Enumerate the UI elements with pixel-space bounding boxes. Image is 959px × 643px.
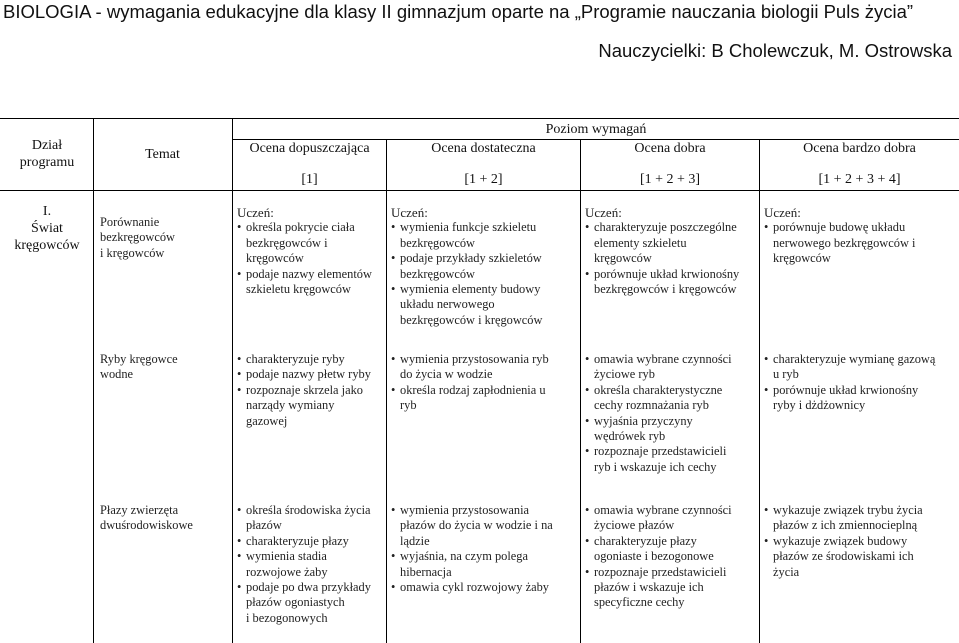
- requirement-line: • omawia cykl rozwojowy żaby: [400, 580, 549, 595]
- requirement-line: lądzie: [400, 533, 430, 548]
- requirement-cell: [764, 205, 956, 267]
- requirement-item: [585, 503, 757, 534]
- requirement-line: życiowe płazów: [594, 518, 675, 533]
- requirement-item: [391, 383, 579, 414]
- requirement-cell: [391, 205, 579, 328]
- requirement-line: bezkręgowców i kręgowców: [594, 282, 737, 297]
- requirement-item: [237, 580, 385, 626]
- requirement-line: • omawia wybrane czynności: [594, 352, 732, 366]
- requirement-list: [764, 503, 956, 580]
- requirement-item: [237, 549, 385, 580]
- requirement-line: • omawia wybrane czynności: [594, 503, 732, 517]
- cell-intro: Uczeń:: [391, 205, 428, 220]
- requirement-line: • określa rodzaj zapłodnienia u: [400, 382, 546, 397]
- requirement-line: • określa charakterystyczne: [594, 382, 723, 397]
- requirement-item: [585, 383, 757, 414]
- requirement-cell: [585, 205, 757, 297]
- requirement-list: [391, 352, 579, 414]
- topic-line: bezkręgowców: [100, 230, 175, 245]
- requirement-line: kręgowców: [594, 251, 652, 266]
- requirement-item: [585, 444, 757, 475]
- requirement-item: [237, 503, 385, 534]
- col-divider-3: [386, 139, 387, 643]
- col-divider-1: [93, 118, 94, 643]
- section-label: I. Świat kręgowców: [14, 204, 80, 253]
- requirement-line: • charakteryzuje wymianę gazową: [773, 352, 936, 366]
- requirement-line: hibernacja: [400, 564, 452, 579]
- requirement-item: [585, 220, 757, 266]
- header-code-1: [1]: [301, 172, 318, 187]
- requirement-item: [764, 220, 956, 266]
- requirement-cell: [391, 503, 579, 595]
- requirement-line: wędrówek ryb: [594, 429, 666, 444]
- requirement-line: • wymienia przystosowania ryb: [400, 352, 549, 366]
- header-grade-3: Ocena dobra: [634, 141, 706, 156]
- requirement-line: • charakteryzuje płazy: [594, 533, 697, 548]
- requirement-list: [585, 352, 757, 475]
- requirement-line: płazów: [246, 518, 282, 533]
- requirement-cell: [585, 352, 757, 475]
- requirement-line: specyficzne cechy: [594, 595, 685, 610]
- requirement-list: [391, 220, 579, 328]
- requirement-line: do życia w wodzie: [400, 367, 493, 382]
- requirement-line: • wymienia stadia: [246, 549, 327, 564]
- requirement-line: • określa pokrycie ciała: [246, 220, 355, 235]
- requirement-line: układu nerwowego: [400, 297, 495, 312]
- requirement-item: [391, 580, 579, 595]
- requirement-line: • porównuje budowę układu: [773, 220, 906, 235]
- requirement-list: [237, 220, 385, 297]
- requirement-line: • charakteryzuje płazy: [246, 533, 349, 548]
- requirement-item: [391, 251, 579, 282]
- requirement-line: płazów do życia w wodzie i na: [400, 518, 553, 533]
- requirement-line: • określa środowiska życia: [246, 503, 371, 517]
- requirement-item: [391, 503, 579, 549]
- requirement-list: [391, 503, 579, 595]
- requirement-cell: [764, 352, 956, 414]
- teachers-line: Nauczycielki: B Cholewczuk, M. Ostrowska: [598, 40, 952, 61]
- requirement-list: [585, 503, 757, 611]
- requirement-cell: [585, 503, 757, 611]
- requirement-cell: [764, 503, 956, 580]
- header-poziom: Poziom wymagań: [545, 122, 647, 137]
- table-top-border: [0, 118, 959, 119]
- requirement-line: ryb: [400, 398, 417, 413]
- header-grade-2: Ocena dostateczna: [431, 141, 536, 156]
- requirement-line: płazów ogoniastych: [246, 595, 345, 610]
- requirement-line: narządy wymiany: [246, 398, 335, 413]
- requirement-line: • wymienia przystosowania: [400, 503, 530, 517]
- requirement-line: • podaje nazwy elementów: [246, 266, 372, 281]
- requirement-line: • podaje przykłady szkieletów: [400, 251, 542, 266]
- requirement-line: ogoniaste i bezogonowe: [594, 549, 714, 564]
- requirement-line: gazowej: [246, 413, 288, 428]
- header-code-4: [1 + 2 + 3 + 4]: [818, 172, 901, 187]
- requirement-list: [237, 503, 385, 626]
- requirement-line: • porównuje układ krwionośny: [773, 382, 919, 397]
- requirement-item: [237, 352, 385, 367]
- topic-cell: [100, 503, 226, 534]
- requirement-line: bezkręgowców: [400, 266, 475, 281]
- requirement-line: ryb i wskazuje ich cechy: [594, 459, 717, 474]
- requirement-line: życiowe ryb: [594, 367, 655, 382]
- col-divider-2: [232, 118, 233, 643]
- requirement-line: • wymienia elementy budowy: [400, 282, 541, 297]
- header-bottom-border: [0, 190, 959, 191]
- requirement-line: • rozpoznaje przedstawicieli: [594, 444, 727, 459]
- requirement-line: • podaje po dwa przykłady: [246, 580, 371, 595]
- requirement-cell: [237, 205, 385, 297]
- requirement-item: [391, 282, 579, 328]
- col-divider-5: [759, 139, 760, 643]
- requirement-line: u ryb: [773, 367, 799, 382]
- topic-line: wodne: [100, 367, 134, 382]
- requirement-line: • wykazuje związek budowy: [773, 533, 908, 548]
- requirement-item: [237, 383, 385, 429]
- requirement-cell: [237, 352, 385, 429]
- requirement-line: życia: [773, 564, 800, 579]
- requirement-item: [237, 220, 385, 266]
- requirement-line: • podaje nazwy płetw ryby: [246, 367, 371, 382]
- requirement-item: [391, 549, 579, 580]
- header-code-3: [1 + 2 + 3]: [639, 172, 701, 187]
- requirement-line: kręgowców: [773, 251, 831, 266]
- topic-line: i kręgowców: [100, 245, 165, 260]
- topic-cell: [100, 352, 226, 383]
- requirement-line: bezkręgowców i: [246, 235, 328, 250]
- requirement-line: • wymienia funkcje szkieletu: [400, 220, 537, 235]
- requirement-line: • wyjaśnia, na czym polega: [400, 549, 528, 564]
- topic-line: Płazy zwierzęta: [100, 503, 179, 517]
- requirement-item: [764, 503, 956, 534]
- cell-intro: Uczeń:: [585, 205, 622, 220]
- header-code-2: [1 + 2]: [464, 172, 503, 187]
- requirement-line: ryby i dżdżownicy: [773, 398, 866, 413]
- requirement-line: • wyjaśnia przyczyny: [594, 413, 693, 428]
- cell-intro: Uczeń:: [764, 205, 801, 220]
- header-grade-4: Ocena bardzo dobra: [803, 141, 916, 156]
- requirement-list: [764, 220, 956, 266]
- requirement-item: [585, 352, 757, 383]
- header-dzial: Dział programu: [19, 138, 75, 170]
- col-divider-4: [580, 139, 581, 643]
- topic-line: Ryby kręgowce: [100, 352, 178, 366]
- requirement-item: [764, 383, 956, 414]
- document-title: BIOLOGIA - wymagania edukacyjne dla klasy II gimnazjum oparte na „Programie nauczania biologii Puls życia”: [3, 1, 914, 22]
- requirement-line: płazów z ich zmiennocieplną: [773, 518, 918, 533]
- requirement-line: cechy rozmnażania ryb: [594, 398, 709, 413]
- requirement-item: [391, 352, 579, 383]
- cell-intro: Uczeń:: [237, 205, 274, 220]
- requirement-item: [585, 267, 757, 298]
- requirement-list: [237, 352, 385, 429]
- requirement-line: płazów i wskazuje ich: [594, 580, 704, 595]
- requirement-item: [237, 534, 385, 549]
- requirement-line: rozwojowe żaby: [246, 564, 328, 579]
- requirement-item: [237, 367, 385, 382]
- requirement-line: • charakteryzuje ryby: [246, 352, 345, 366]
- requirement-list: [764, 352, 956, 414]
- topic-line: dwuśrodowiskowe: [100, 518, 193, 533]
- requirement-line: • wykazuje związek trybu życia: [773, 503, 923, 517]
- requirement-line: i bezogonowych: [246, 610, 328, 625]
- requirement-line: • charakteryzuje poszczególne: [594, 220, 737, 235]
- requirement-line: płazów ze środowiskami ich: [773, 549, 914, 564]
- requirement-cell: [391, 352, 579, 414]
- topic-line: Porównanie: [100, 215, 160, 229]
- header-grade-1: Ocena dopuszczająca: [249, 141, 370, 156]
- requirement-line: nerwowego bezkręgowców i: [773, 235, 916, 250]
- header-temat: Temat: [145, 147, 180, 162]
- requirement-item: [237, 267, 385, 298]
- requirement-line: elementy szkieletu: [594, 235, 687, 250]
- requirement-line: • porównuje układ krwionośny: [594, 266, 740, 281]
- requirement-item: [585, 414, 757, 445]
- requirement-line: • rozpoznaje skrzela jako: [246, 382, 363, 397]
- requirement-list: [585, 220, 757, 297]
- topic-cell: [100, 215, 226, 261]
- requirement-line: bezkręgowców: [400, 235, 475, 250]
- requirement-item: [585, 565, 757, 611]
- requirement-item: [764, 534, 956, 580]
- requirement-line: bezkręgowców i kręgowców: [400, 312, 543, 327]
- requirement-item: [585, 534, 757, 565]
- requirement-line: kręgowców: [246, 251, 304, 266]
- requirement-item: [391, 220, 579, 251]
- requirement-line: • rozpoznaje przedstawicieli: [594, 564, 727, 579]
- requirement-cell: [237, 503, 385, 626]
- requirement-line: szkieletu kręgowców: [246, 282, 351, 297]
- requirement-item: [764, 352, 956, 383]
